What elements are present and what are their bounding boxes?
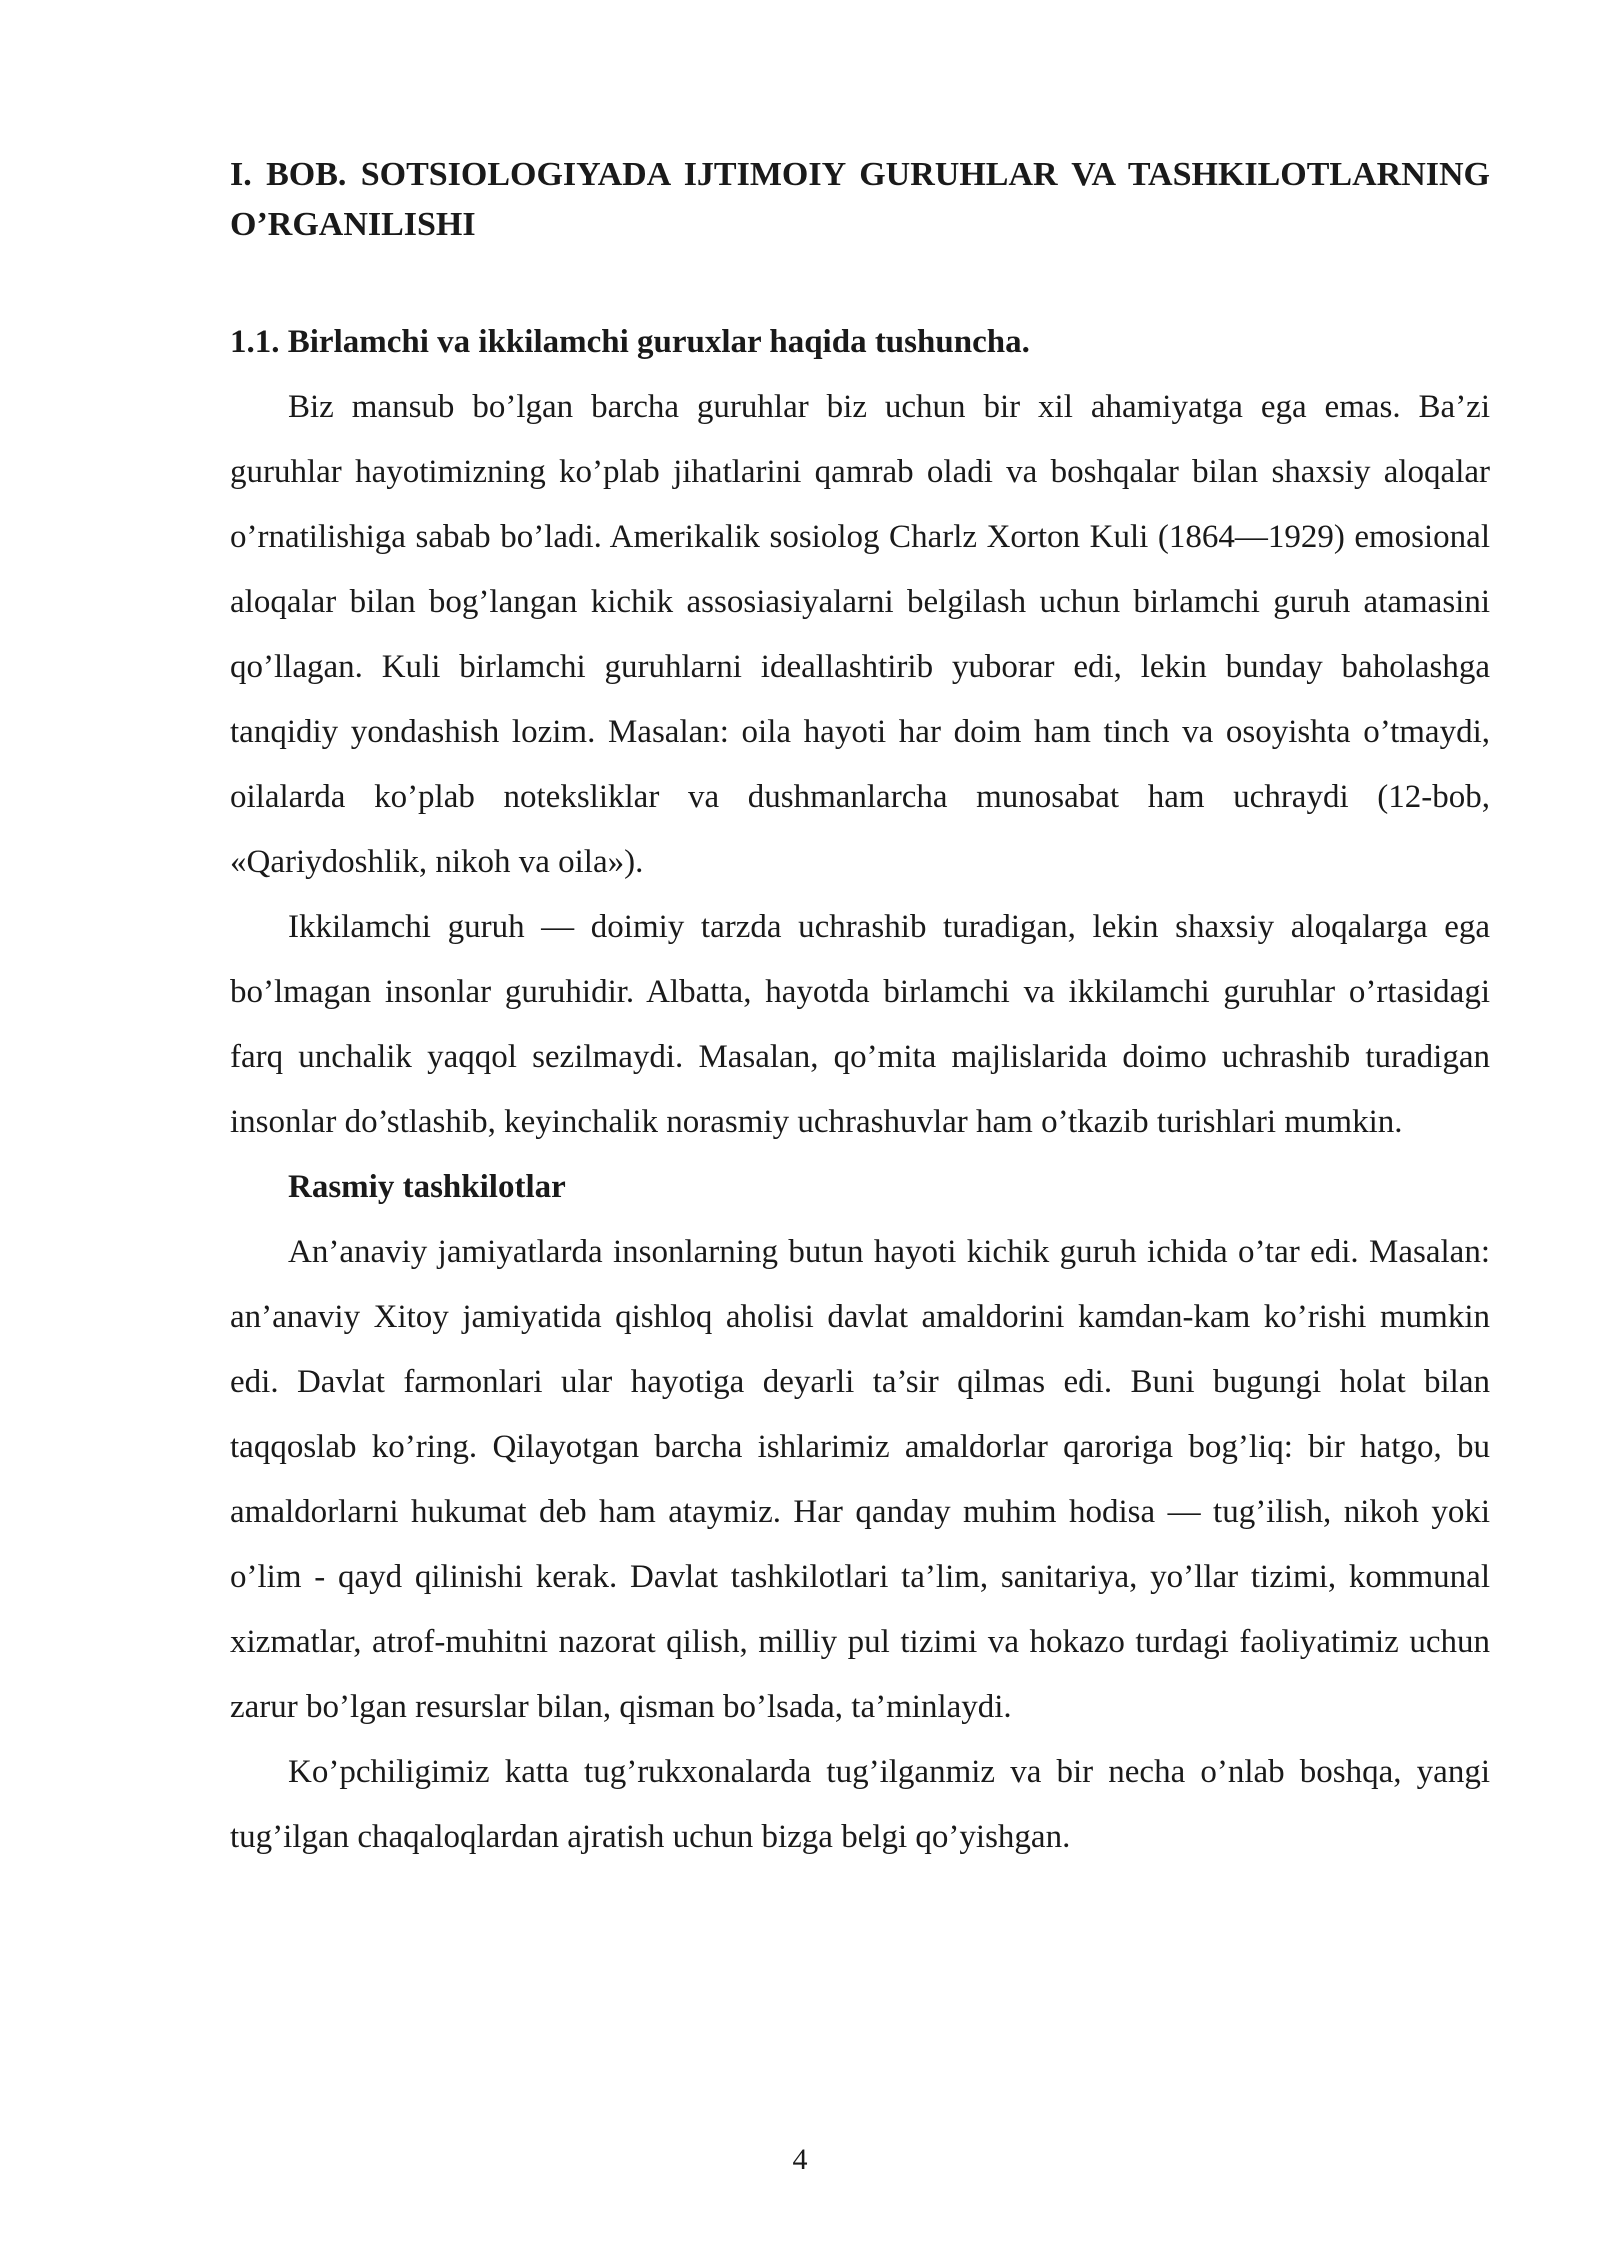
paragraph: Ikkilamchi guruh — doimiy tarzda uchrashib turadigan, lekin shaxsiy aloqalarga ega bo’lmagan insonlar guruhidir. Albatta, hayotda birlamchi va ikkilamchi guruhlar o’rtasidagi farq unchalik yaqqol sezilmaydi. Masalan, qo’mita majlislarida doimo uchrashib turadigan insonlar do’stlashib, keyinchalik norasmiy uchrashuvlar ham o’tkazib turishlari mumkin. (230, 909, 1490, 1140)
paragraph: Biz mansub bo’lgan barcha guruhlar biz uchun bir xil ahamiyatga ega emas. Ba’zi guruhlar hayotimizning ko’plab jihatlarini qamrab oladi va boshqalar bilan shaxsiy aloqalar o’rnatilishiga sabab bo’ladi. Amerikalik sosiolog Charlz Xorton Kuli (1864—1929) emosional aloqalar bilan bog’langan kichik assosiasiyalarni belgilash uchun birlamchi guruh atamasini qo’llagan. Kuli birlamchi guruhlarni ideallashtirib yuborar edi, lekin bunday baholashga tanqidiy yondashish lozim. Masalan: oila hayoti har doim ham tinch va osoyishta o’tmaydi, oilalarda ko’plab noteksliklar va dushmanlarcha munosabat ham uchraydi (12-bob, «Qariydoshlik, nikoh va oila»). (230, 389, 1490, 880)
paragraph: Ko’pchiligimiz katta tug’rukxonalarda tug’ilganmiz va bir necha o’nlab boshqa, yangi tug’ilgan chaqaloqlardan ajratish uchun bizga belgi qo’yishgan. (230, 1754, 1490, 1855)
page-number: 4 (792, 2143, 808, 2176)
paragraph: An’anaviy jamiyatlarda insonlarning butun hayoti kichik guruh ichida o’tar edi. Masalan: an’anaviy Xitoy jamiyatida qishloq aholisi davlat amaldorini kamdan-kam ko’rishi mumkin edi. Davlat farmonlari ular hayotiga deyarli ta’sir qilmas edi. Buni bugungi holat bilan taqqoslab ko’ring. Qilayotgan barcha ishlarimiz amaldorlar qaroriga bog’liq: bir hatgo, bu amaldorlarni hukumat deb ham ataymiz. Har qanday muhim hodisa — tug’ilish, nikoh yoki o’lim - qayd qilinishi kerak. Davlat tashkilotlari ta’lim, sanitariya, yo’llar tizimi, kommunal xizmatlar, atrof-muhitni nazorat qilish, milliy pul tizimi va hokazo turdagi faoliyatimiz uchun zarur bo’lgan resurslar bilan, qisman bo’lsada, ta’minlaydi. (230, 1234, 1490, 1725)
section-title: 1.1. Birlamchi va ikkilamchi guruxlar haqida tushuncha. (230, 324, 1030, 360)
chapter-title: I. BOB. SOTSIOLOGIYADA IJTIMOIY GURUHLAR VA TASHKILOTLARNING O’RGANILISHI (230, 156, 1490, 243)
subheading: Rasmiy tashkilotlar (288, 1169, 566, 1205)
document-page (230, 150, 1490, 1870)
